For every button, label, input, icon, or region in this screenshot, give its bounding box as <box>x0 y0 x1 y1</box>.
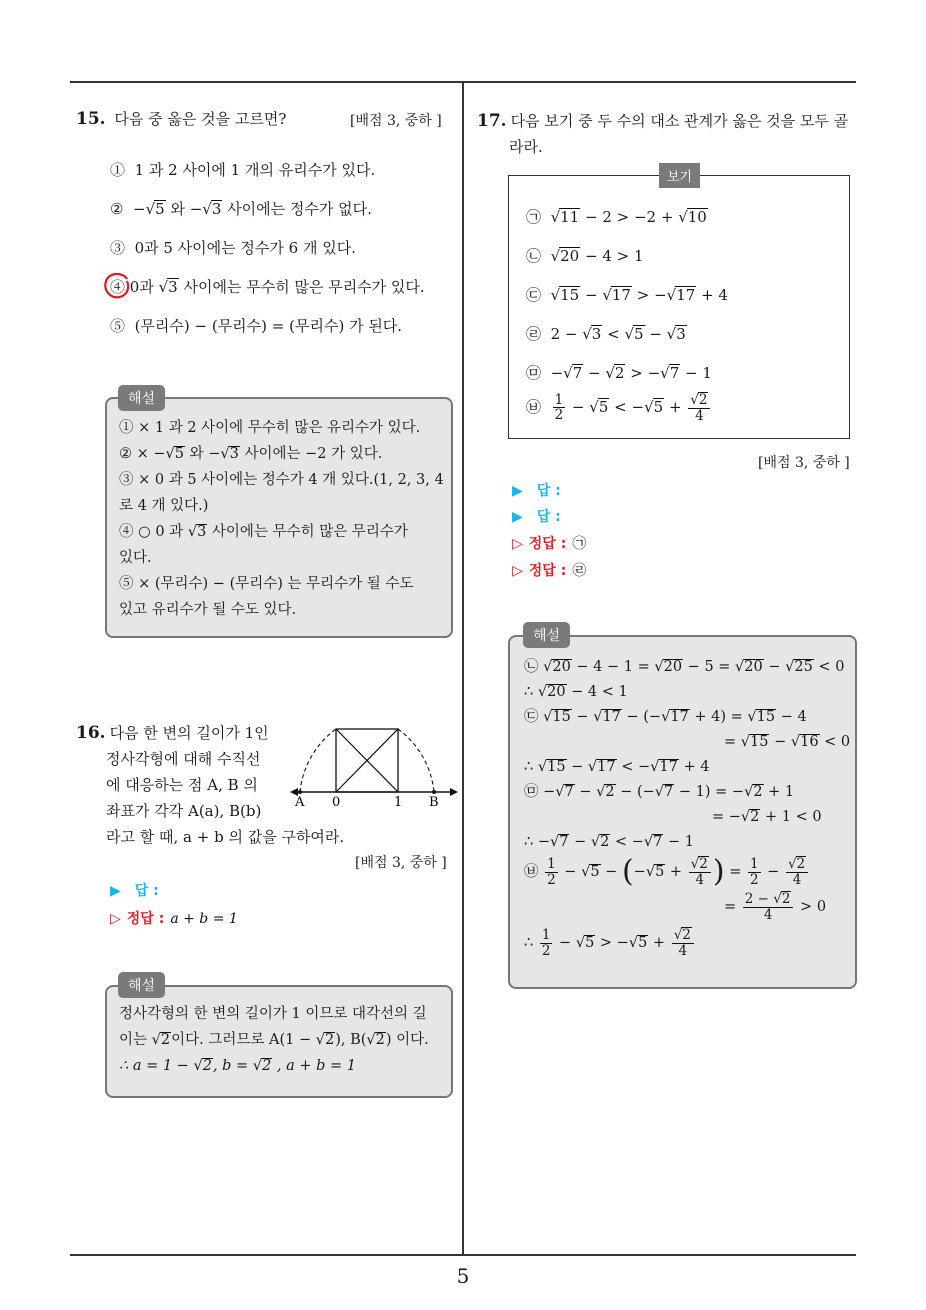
bogi-item-4: ㉣ 2 − √3 < √5 − √3 <box>526 325 686 343</box>
q17-explanation-box <box>508 635 857 989</box>
q17-correct-answer-1: ▷ 정답 : ㉠ <box>512 536 587 552</box>
q16-exp-line: ∴ a = 1 − √2, b = √2 , a + b = 1 <box>119 1058 357 1074</box>
q15-score: [배점 3, 중하 ] <box>350 113 442 129</box>
q15-number: 15. <box>76 109 106 129</box>
bogi-tag: 보기 <box>659 163 700 188</box>
q17-exp-line: ∴ $\frac{1}{2}$ − √5 > −√5 + $\frac{√2}{4}$ <box>524 925 850 961</box>
q15-exp-line: 있고 유리수가 될 수도 있다. <box>119 602 297 618</box>
q15-exp-line: 있다. <box>119 550 152 566</box>
q17-exp-line: ∴ √15 − √17 < −√17 + 4 <box>524 759 710 775</box>
q17-answer-field-2[interactable]: ▶ 답 : <box>512 509 561 525</box>
q17-exp-line: = $\frac{2 - √2}{4}$ > 0 <box>724 891 827 923</box>
bogi-item-3: ㉢ √15 − √17 > −√17 + 4 <box>526 286 728 304</box>
q15-exp-line: ⑤ × (무리수) − (무리수) 는 무리수가 될 수도 <box>119 576 414 592</box>
q16-exp-line: 정사각형의 한 변의 길이가 1 이므로 대각선의 길 <box>119 1006 427 1022</box>
q17-exp-line: ㉥ $\frac{1}{2}$ − √5 − (−√5 + $\frac{√2}{4}$ ) = $\frac{1}{2}$ − $\frac{√2}{4}$ <box>524 855 850 889</box>
bogi-item-1: ㉠ √11 − 2 > −2 + √10 <box>526 208 707 226</box>
q16-exp-line: 이는 √2이다. 그러므로 A(1 − √2), B(√2) 이다. <box>119 1032 429 1048</box>
q16-block: 16. 다음 한 변의 길이가 1인 정사각형에 대해 수직선 에 대응하는 점 A, B 의 좌표가 각각 A(a), B(b) 라고 할 때, a + b 의 값을 구하여라. <box>76 723 345 846</box>
q16-answer-field[interactable]: ▶ 답 : <box>110 883 159 899</box>
q15-option-2[interactable]: ② −√5 와 −√3 사이에는 정수가 없다. <box>110 200 372 218</box>
bogi-item-6: ㉥ $\frac{1}{2}$ − √5 < −√5 + $\frac{√2}{4}$ <box>526 392 712 424</box>
label-a: A <box>295 795 305 810</box>
q17-exp-line: ㉢ √15 − √17 − (−√17 + 4) = √15 − 4 <box>524 709 807 725</box>
label-b: B <box>429 795 439 810</box>
q17-explanation-tag: 해설 <box>523 622 570 648</box>
q17-header: 17. 다음 보기 중 두 수의 대소 관계가 옳은 것을 모두 골 라라. <box>477 111 849 156</box>
q17-exp-line: = −√2 + 1 < 0 <box>712 809 822 825</box>
q15-exp-line: ③ × 0 과 5 사이에는 정수가 4 개 있다.(1, 2, 3, 4 <box>119 472 444 488</box>
q15-exp-line: ② × −√5 와 −√3 사이에는 −2 가 있다. <box>119 446 383 462</box>
q16-number: 16. <box>76 723 106 743</box>
q17-answer-field-1[interactable]: ▶ 답 : <box>512 483 561 499</box>
q17-number: 17. <box>477 111 507 131</box>
q16-explanation-box <box>105 985 453 1098</box>
q15-option-3[interactable]: ③ 0과 5 사이에는 정수가 6 개 있다. <box>110 239 356 257</box>
q17-exp-line: = √15 − √16 < 0 <box>724 734 851 750</box>
answer-circle-mark <box>103 271 131 301</box>
q17-correct-answer-2: ▷ 정답 : ㉣ <box>512 563 587 579</box>
q15-exp-line: ① × 1 과 2 사이에 무수히 많은 유리수가 있다. <box>119 420 421 436</box>
q16-explanation-tag: 해설 <box>118 972 165 998</box>
bogi-item-2: ㉡ √20 − 4 > 1 <box>526 247 644 265</box>
q17-exp-line: ㉤ −√7 − √2 − (−√7 − 1) = −√2 + 1 <box>524 784 795 800</box>
bottom-rule <box>70 1254 856 1256</box>
q17-score: [배점 3, 중하 ] <box>758 455 850 471</box>
q15-text: 다음 중 옳은 것을 고르면? <box>114 110 287 128</box>
q15-explanation-tag: 해설 <box>118 385 165 411</box>
q15-option-4[interactable]: ④ 0과 √3 사이에는 무수히 많은 무리수가 있다. <box>110 278 425 296</box>
q17-exp-line: ㉡ √20 − 4 − 1 = √20 − 5 = √20 − √25 < 0 <box>524 659 845 675</box>
bogi-item-5: ㉤ −√7 − √2 > −√7 − 1 <box>526 364 712 382</box>
q17-exp-line: ∴ −√7 − √2 < −√7 − 1 <box>524 834 694 850</box>
page-number: 5 <box>456 1264 470 1288</box>
q15-explanation-box <box>105 397 453 638</box>
number-line-figure <box>290 722 460 812</box>
column-divider <box>462 83 464 1255</box>
q15-option-1[interactable]: ① 1 과 2 사이에 1 개의 유리수가 있다. <box>110 161 376 179</box>
q15-exp-line: ④ ○ 0 과 √3 사이에는 무수히 많은 무리수가 <box>119 524 408 540</box>
label-zero: 0 <box>332 795 341 810</box>
label-one: 1 <box>394 795 403 810</box>
q15-header <box>76 108 286 129</box>
q17-exp-line: ∴ √20 − 4 < 1 <box>524 684 628 700</box>
q15-exp-line: 로 4 개 있다.) <box>119 498 209 514</box>
q16-score: [배점 3, 중하 ] <box>355 855 447 871</box>
q16-correct-answer: ▷ 정답 : a + b = 1 <box>110 911 238 927</box>
q15-option-5[interactable]: ⑤ (무리수) − (무리수) = (무리수) 가 된다. <box>110 317 403 335</box>
